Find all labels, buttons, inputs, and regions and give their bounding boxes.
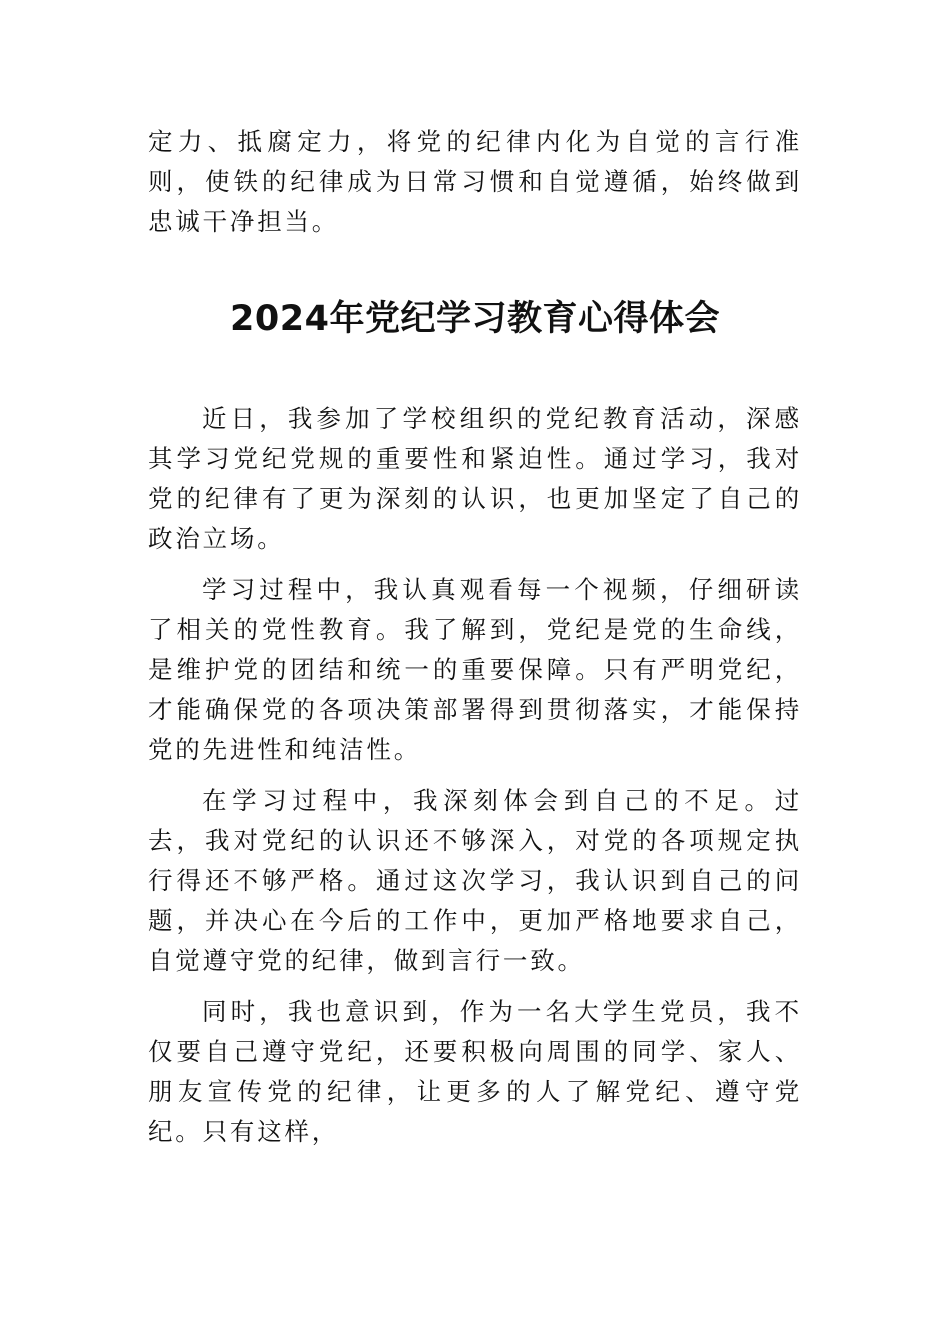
document-title: 2024年党纪学习教育心得体会 bbox=[230, 299, 720, 339]
intro-continuation-paragraph: 定力、抵腐定力，将党的纪律内化为自觉的言行准则，使铁的纪律成为日常习惯和自觉遵循，始终做到忠诚干净担当。 bbox=[148, 127, 802, 236]
paragraph-3: 在学习过程中，我深刻体会到自己的不足。过去，我对党纪的认识还不够深入，对党的各项规定执行得还不够严格。通过这次学习，我认识到自己的问题，并决心在今后的工作中，更加严格地要求自己，自觉遵守党的纪律，做到言行一致。 bbox=[148, 786, 802, 975]
body-text bbox=[148, 399, 802, 1163]
paragraph-4: 同时，我也意识到，作为一名大学生党员，我不仅要自己遵守党纪，还要积极向周围的同学、家人、朋友宣传党的纪律，让更多的人了解党纪、遵守党纪。只有这样， bbox=[148, 997, 802, 1146]
paragraph-1: 近日，我参加了学校组织的党纪教育活动，深感其学习党纪党规的重要性和紧迫性。通过学习，我对党的纪律有了更为深刻的认识，也更加坚定了自己的政治立场。 bbox=[148, 404, 802, 553]
paragraph-2: 学习过程中，我认真观看每一个视频，仔细研读了相关的党性教育。我了解到，党纪是党的生命线，是维护党的团结和统一的重要保障。只有严明党纪，才能确保党的各项决策部署得到贯彻落实，才能保持党的先进性和纯洁性。 bbox=[148, 575, 802, 764]
document-content bbox=[148, 122, 802, 1146]
